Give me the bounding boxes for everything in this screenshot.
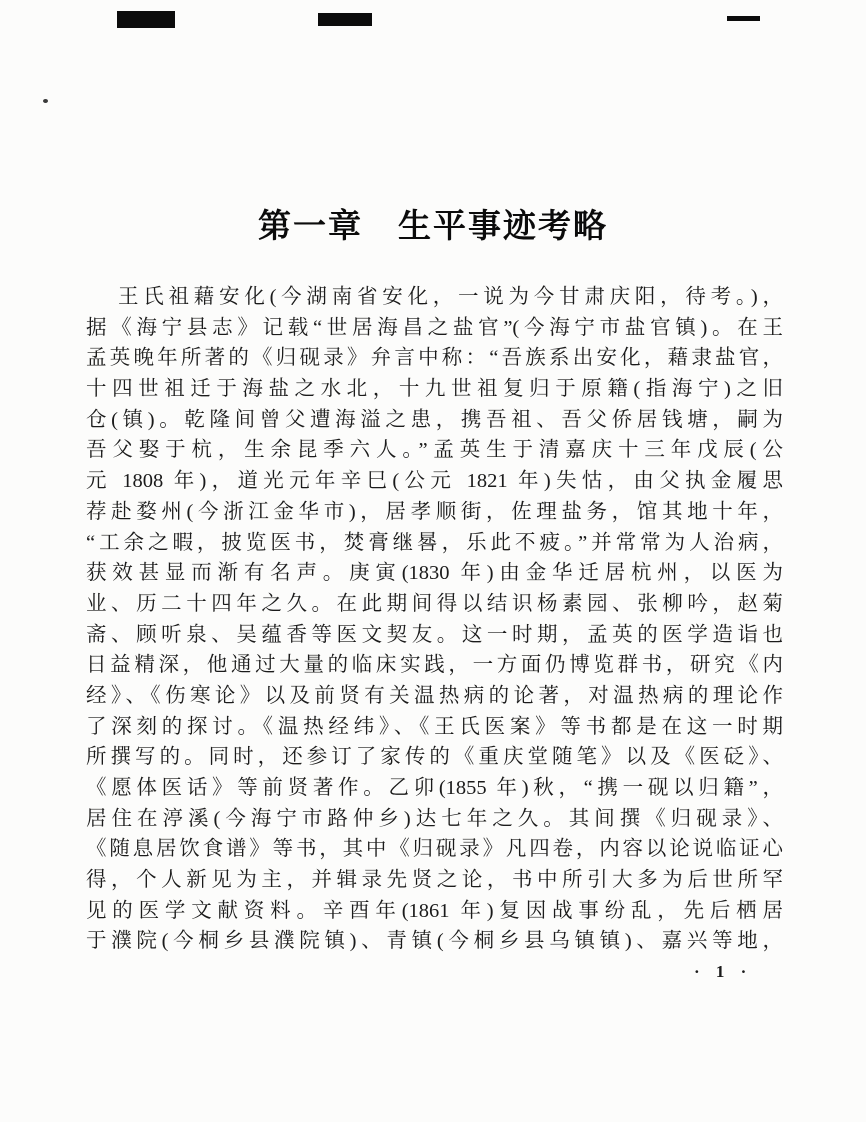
text-line: 元 1808 年)，道光元年辛巳(公元 1821 年)失怙，由父执金履思	[86, 470, 783, 493]
text-line: “工余之暇，披览医书，焚膏继晷，乐此不疲。”并常常为人治病，	[86, 531, 783, 554]
text-line: 获效甚显而渐有名声。庚寅(1830 年)由金华迁居杭州，以医为	[86, 562, 783, 585]
text-line: 业、历二十四年之久。在此期间得以结识杨素园、张柳吟，赵菊	[86, 592, 783, 615]
text-line: 斋、顾听泉、吴蕴香等医文契友。这一时期，孟英的医学造诣也	[86, 623, 783, 646]
scan-artifact-mark	[117, 11, 175, 28]
text-line: 经》、《伤寒论》以及前贤有关温热病的论著，对温热病的理论作	[86, 684, 783, 707]
text-line: 吾父娶于杭，生余昆季六人。”孟英生于清嘉庆十三年戊辰(公	[86, 439, 783, 462]
text-line: 《愿体医话》等前贤著作。乙卯(1855 年)秋，“携一砚以归籍”，	[86, 777, 783, 799]
text-line: 《随息居饮食谱》等书，其中《归砚录》凡四卷，内容以论说临证心	[86, 838, 783, 861]
text-line: 所撰写的。同时，还参订了家传的《重庆堂随笔》以及《医砭》、	[86, 746, 783, 769]
text-line: 仓(镇)。乾隆间曾父遭海溢之患，携吾祖、吾父侨居钱塘，嗣为	[86, 408, 783, 431]
text-line: 居住在渟溪(今海宁市路仲乡)达七年之久。其间撰《归砚录》、	[86, 807, 783, 830]
scan-artifact-dot	[43, 99, 48, 103]
text-line: 得，个人新见为主，并辑录先贤之论，书中所引大多为后世所罕	[86, 869, 783, 892]
text-line: 了深刻的探讨。《温热经纬》、《王氏医案》等书都是在这一时期	[86, 715, 783, 738]
text-line: 孟英晚年所著的《归砚录》弁言中称：“吾族系出安化，藉隶盐官，	[86, 347, 783, 370]
text-line: 日益精深，他通过大量的临床实践，一方面仍博览群书，研究《内	[86, 654, 783, 677]
text-line: 十四世祖迁于海盐之水北，十九世祖复归于原籍(指海宁)之旧	[86, 378, 783, 401]
chapter-title: 第一章 生平事迹考略	[258, 209, 608, 245]
text-line: 王氏祖藉安化(今湖南省安化，一说为今甘肃庆阳，待考。)，	[118, 286, 783, 308]
scan-artifact-mark	[318, 13, 372, 26]
text-line: 荐赴婺州(今浙江金华市)，居孝顺街，佐理盐务，馆其地十年，	[86, 500, 783, 523]
scan-artifact-mark	[727, 16, 760, 21]
text-line: 见的医学文献资料。辛酉年(1861 年)复因战事纷乱，先后栖居	[86, 899, 783, 922]
text-line: 于濮院(今桐乡县濮院镇)、青镇(今桐乡县乌镇镇)、嘉兴等地，	[86, 930, 783, 953]
body-text	[86, 282, 783, 957]
text-line: 据《海宁县志》记载“世居海昌之盐官”(今海宁市盐官镇)。在王	[86, 316, 783, 339]
page-number: · 1 ·	[694, 962, 753, 981]
